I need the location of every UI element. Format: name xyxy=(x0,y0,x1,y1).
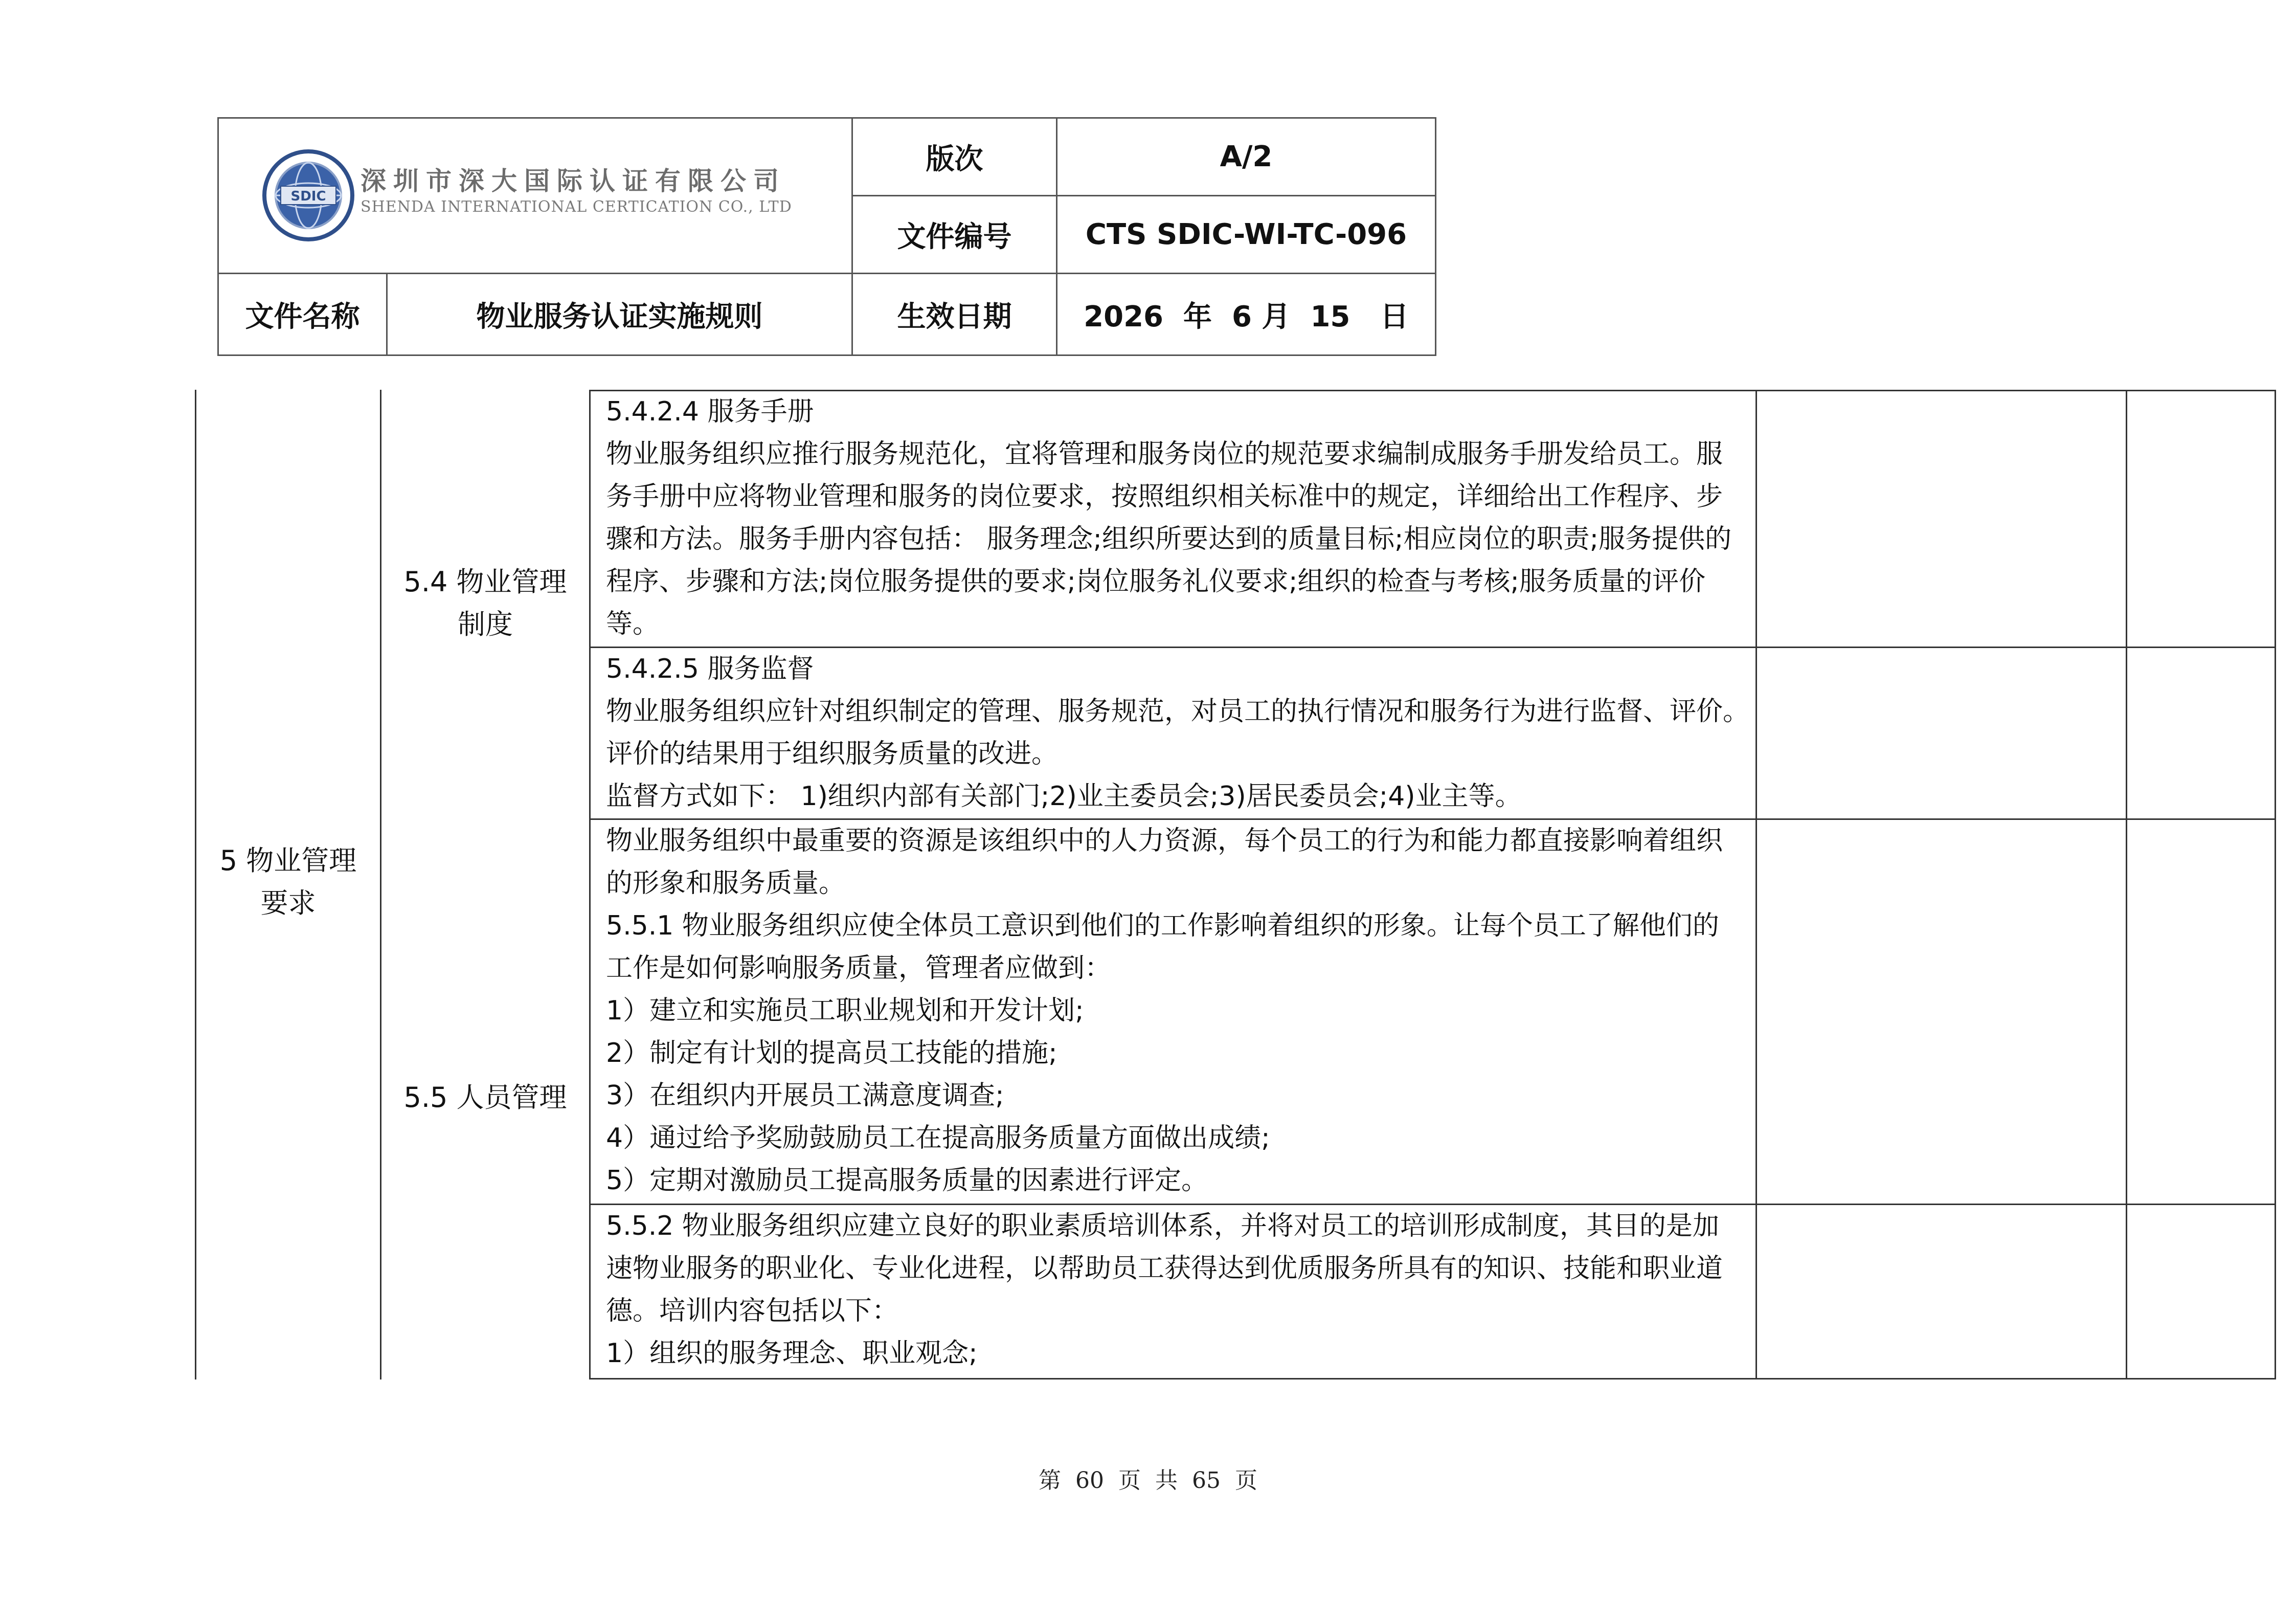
text-line: 等。 xyxy=(606,609,660,639)
text-line: 物业服务组织应针对组织制定的管理、服务规范，对员工的执行情况和服务行为进行监督、评价。 xyxy=(606,696,1750,727)
text-line: 监督方式如下： 1)组织内部有关部门;2)业主委员会;3)居民委员会;4)业主等。 xyxy=(606,781,1522,812)
effective-date-label: 生效日期 xyxy=(852,274,1057,355)
section-5-4-line-2: 制度 xyxy=(458,608,513,640)
text-line: 1）组织的服务理念、职业观念; xyxy=(606,1338,978,1369)
row-5-4-2-5 xyxy=(606,648,1749,818)
text-line: 4）通过给予奖励鼓励员工在提高服务质量方面做出成绩; xyxy=(606,1123,1270,1153)
company-logo xyxy=(262,149,850,241)
table-line-col4 xyxy=(1755,390,1757,1380)
section-5-4-label xyxy=(381,561,589,646)
company-name-cn: 深圳市深大国际认证有限公司 xyxy=(361,166,786,196)
page-number: 第 60 页 共 65 页 xyxy=(1039,1467,1257,1494)
section-5-line-2: 要求 xyxy=(260,887,316,919)
text-line: 务手册中应将物业管理和服务的岗位要求，按照组织相关标准中的规定，详细给出工作程序、步 xyxy=(606,481,1723,512)
table-line-bottom xyxy=(589,1378,2276,1380)
text-line: 工作是如何影响服务质量，管理者应做到： xyxy=(606,953,1112,984)
text-line: 速物业服务的职业化、专业化进程，以帮助员工获得达到优质服务所具有的知识、技能和职业道 xyxy=(606,1253,1723,1284)
effective-date-value: 2026 年 6 月 15 日 xyxy=(1057,274,1436,355)
section-5-5-line-1: 5.5 人员管理 xyxy=(403,1081,567,1114)
doc-number-label: 文件编号 xyxy=(852,196,1057,274)
text-line: 2）制定有计划的提高员工技能的措施; xyxy=(606,1038,1057,1069)
table-line-col3 xyxy=(589,390,591,1380)
text-line: 物业服务组织中最重要的资源是该组织中的人力资源，每个员工的行为和能力都直接影响着组织 xyxy=(606,826,1723,856)
version-value: A/2 xyxy=(1057,118,1436,196)
row-5-5-1 xyxy=(606,820,1723,1202)
text-line: 5.5.1 物业服务组织应使全体员工意识到他们的工作影响着组织的形象。让每个员工了解他们的 xyxy=(606,910,1719,941)
text-line: 1）建立和实施员工职业规划和开发计划; xyxy=(606,995,1084,1026)
text-line: 5）定期对激励员工提高服务质量的因素进行评定。 xyxy=(606,1165,1208,1196)
text-line: 评价的结果用于组织服务质量的改进。 xyxy=(606,739,1059,769)
doc-name-label: 文件名称 xyxy=(218,274,387,355)
row-5-4-2-4 xyxy=(606,391,1731,646)
section-5-line-1: 5 物业管理 xyxy=(219,844,357,877)
company-name-en: SHENDA INTERNATIONAL CERTICATION CO., LTD xyxy=(361,198,792,216)
doc-name-value: 物业服务认证实施规则 xyxy=(387,274,852,355)
text-line: 5.4.2.4 服务手册 xyxy=(606,396,814,427)
section-5-label xyxy=(196,839,380,924)
company-seal-icon xyxy=(262,149,354,241)
table-line-col2 xyxy=(380,390,381,1380)
document-header xyxy=(217,117,1436,356)
section-5-4-line-1: 5.4 物业管理 xyxy=(403,566,567,598)
text-line: 5.5.2 物业服务组织应建立良好的职业素质培训体系，并将对员工的培训形成制度，其目的是加 xyxy=(606,1211,1719,1241)
text-line: 物业服务组织应推行服务规范化，宜将管理和服务岗位的规范要求编制成服务手册发给员工。服 xyxy=(606,439,1723,470)
seal-label: SDIC xyxy=(290,189,326,204)
row-5-5-2 xyxy=(606,1205,1723,1375)
text-line: 3）在组织内开展员工满意度调查; xyxy=(606,1080,1004,1111)
text-line: 德。培训内容包括以下： xyxy=(606,1296,899,1326)
text-line: 的形象和服务质量。 xyxy=(606,868,846,899)
text-line: 骤和方法。服务手册内容包括： 服务理念;组织所要达到的质量目标;相应岗位的职责;服务提供的 xyxy=(606,524,1732,554)
company-logo-cell xyxy=(218,118,852,274)
section-5-5-label xyxy=(381,1076,589,1119)
table-line-right xyxy=(2275,390,2276,1380)
text-line: 5.4.2.5 服务监督 xyxy=(606,654,814,684)
version-label: 版次 xyxy=(852,118,1057,196)
table-line-col5 xyxy=(2126,390,2127,1380)
doc-number-value: CTS SDIC-WI-TC-096 xyxy=(1057,196,1436,274)
text-line: 程序、步骤和方法;岗位服务提供的要求;岗位服务礼仪要求;组织的检查与考核;服务质量的评价 xyxy=(606,566,1706,597)
